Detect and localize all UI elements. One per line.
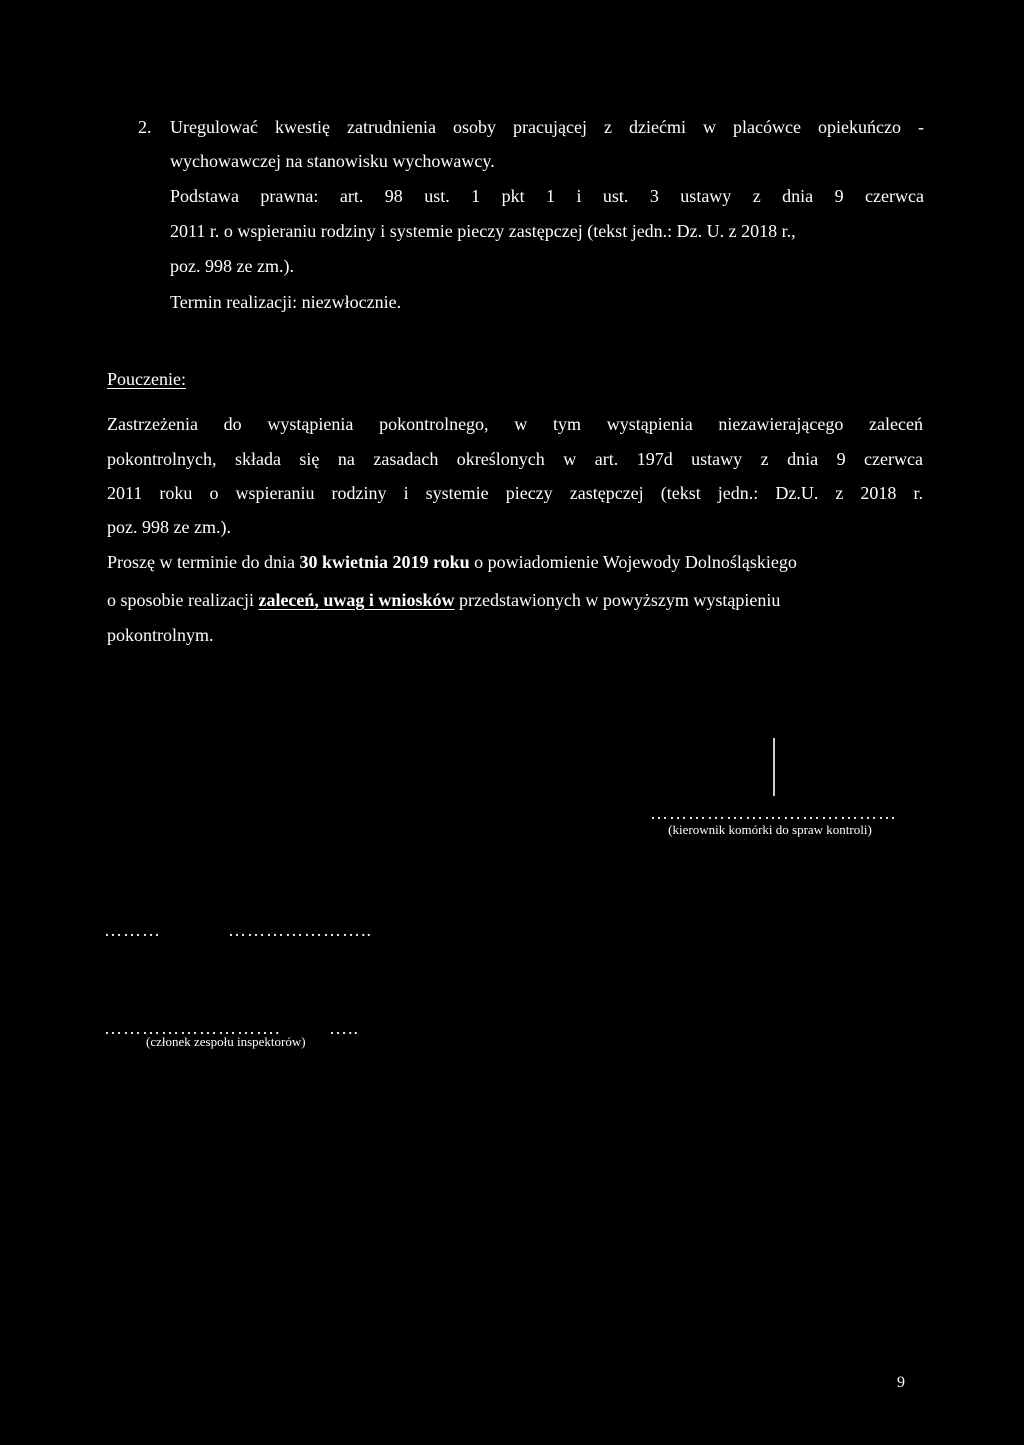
- request-text: Proszę w terminie do dnia: [107, 552, 300, 572]
- instruction-p2-line-2: [107, 590, 780, 611]
- instruction-heading: Pouczenie:: [107, 369, 186, 389]
- request-text-2: o sposobie realizacji: [107, 590, 259, 610]
- item-text-line-2: wychowawczej na stanowisku wychowawcy.: [170, 151, 495, 171]
- request-text-cont: o powiadomienie Wojewody Dolnośląskiego: [469, 552, 797, 572]
- item-number: 2.: [138, 117, 152, 137]
- head-signature-line: …………………………………: [650, 803, 897, 823]
- instruction-p2-line-1: [107, 552, 797, 573]
- instruction-p1-line-4: poz. 998 ze zm.).: [107, 517, 231, 537]
- signature-stroke: [772, 738, 776, 796]
- legal-basis-line-3: poz. 998 ze zm.).: [170, 256, 294, 276]
- member-signature-caption: (członek zespołu inspektorów): [146, 1034, 306, 1049]
- member-signature-line-d: …..: [329, 1018, 359, 1038]
- head-signature-caption: (kierownik komórki do spraw kontroli): [668, 822, 872, 837]
- instruction-p1-line-2: pokontrolnych, składa się na zasadach określonych w art. 197d ustawy z dnia 9 czerwca: [107, 449, 923, 469]
- request-deadline: 30 kwietnia 2019 roku: [299, 552, 470, 572]
- recommendations-phrase: zaleceń, uwag i wniosków: [258, 590, 455, 610]
- member-signature-line-c: ……………………….: [104, 1018, 281, 1038]
- deadline: Termin realizacji: niezwłocznie.: [170, 292, 402, 312]
- instruction-p1-line-3: 2011 roku o wspieraniu rodziny i systemie pieczy zastępczej (tekst jedn.: Dz.U. z 2018 r.: [107, 483, 923, 503]
- member-signature-line-a: ………: [104, 920, 161, 940]
- legal-basis-line-1: Podstawa prawna: art. 98 ust. 1 pkt 1 i ust. 3 ustawy z dnia 9 czerwca: [170, 186, 924, 206]
- instruction-p1-line-1: Zastrzeżenia do wystąpienia pokontrolnego, w tym wystąpienia niezawierającego zaleceń: [107, 414, 923, 434]
- legal-basis-line-2: 2011 r. o wspieraniu rodziny i systemie pieczy zastępczej (tekst jedn.: Dz. U. z 2018 r.,: [170, 221, 796, 241]
- page-number: 9: [897, 1374, 905, 1391]
- instruction-p2-line-3: pokontrolnym.: [107, 625, 214, 645]
- request-text-2-cont: przedstawionych w powyższym wystąpieniu: [454, 590, 781, 610]
- item-text-line-1: Uregulować kwestię zatrudnienia osoby pracującej z dziećmi w placówce opiekuńczo -: [170, 117, 924, 137]
- member-signature-line-b: …………………..: [228, 920, 372, 940]
